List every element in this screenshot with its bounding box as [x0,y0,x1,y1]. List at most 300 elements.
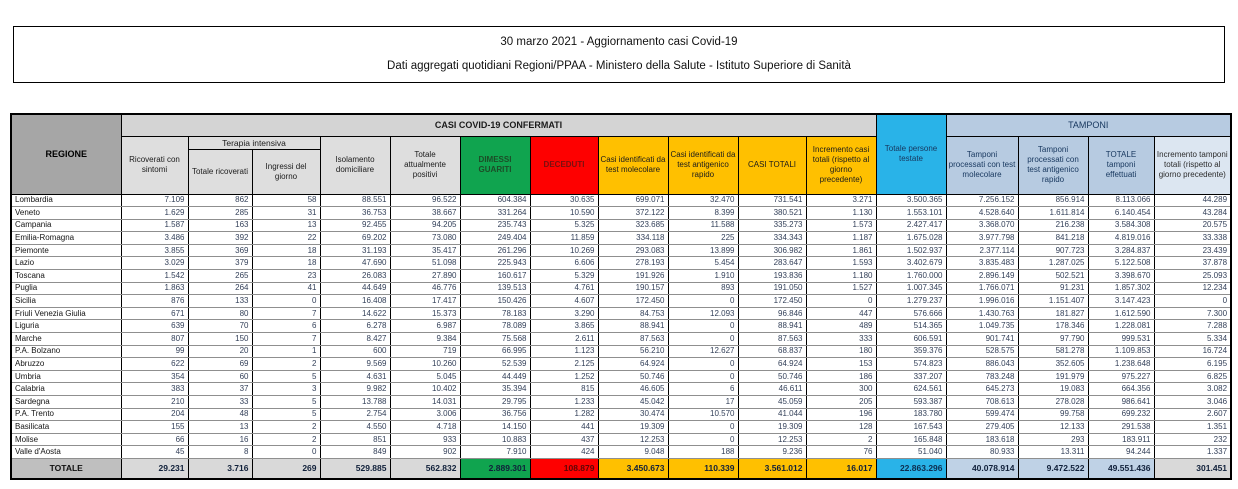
table-row [11,421,1231,434]
value-cell: 1.553.101 [876,207,946,220]
region-name-cell: P.A. Trento [11,408,121,421]
value-cell: 16.724 [1154,345,1231,358]
value-cell: 664.356 [1088,383,1154,396]
table-row [11,408,1231,421]
value-cell: 10.269 [530,244,598,257]
value-cell: 369 [188,244,252,257]
value-cell: 278.028 [1018,396,1088,409]
value-cell: 3.147.423 [1088,295,1154,308]
value-cell: 3.046 [1154,396,1231,409]
value-cell: 15.373 [390,307,460,320]
value-cell: 1.675.028 [876,232,946,245]
value-cell: 50.746 [738,370,806,383]
value-cell: 9.236 [738,446,806,459]
value-cell: 64.924 [738,358,806,371]
value-cell: 94.244 [1088,446,1154,459]
value-cell: 841.218 [1018,232,1088,245]
table-row [11,446,1231,459]
value-cell: 2.427.417 [876,219,946,232]
value-cell: 1.282 [530,408,598,421]
value-cell: 0 [806,295,876,308]
value-cell: 783.248 [946,370,1018,383]
value-cell: 5.325 [530,219,598,232]
value-cell: 6.140.454 [1088,207,1154,220]
value-cell: 502.521 [1018,270,1088,283]
value-cell: 92.455 [320,219,390,232]
value-cell: 0 [668,295,738,308]
totals-value-cell: 22.863.296 [876,458,946,479]
table-row [11,333,1231,346]
totals-value-cell: 3.450.673 [598,458,668,479]
value-cell: 1.573 [806,219,876,232]
value-cell: 323.685 [598,219,668,232]
value-cell: 3.368.070 [946,219,1018,232]
value-cell: 862 [188,194,252,207]
value-cell: 210 [121,396,188,409]
value-cell: 7.300 [1154,307,1231,320]
totals-value-cell: 562.832 [390,458,460,479]
value-cell: 88.551 [320,194,390,207]
value-cell: 14.622 [320,307,390,320]
value-cell: 606.591 [876,333,946,346]
value-cell: 437 [530,433,598,446]
value-cell: 14.150 [460,421,530,434]
value-cell: 0 [668,333,738,346]
value-cell: 12.093 [668,307,738,320]
value-cell: 5 [252,408,320,421]
value-cell: 352.605 [1018,358,1088,371]
value-cell: 44.449 [460,370,530,383]
value-cell: 2 [252,358,320,371]
value-cell: 191.979 [1018,370,1088,383]
value-cell: 3.486 [121,232,188,245]
value-cell: 1.228.081 [1088,320,1154,333]
band-tamponi: TAMPONI [946,114,1231,136]
value-cell: 907.723 [1018,244,1088,257]
value-cell: 876 [121,295,188,308]
table-row [11,345,1231,358]
region-name-cell: Friuli Venezia Giulia [11,307,121,320]
value-cell: 6 [252,320,320,333]
value-cell: 0 [668,433,738,446]
header-deceduti: DECEDUTI [530,136,598,194]
value-cell: 17 [668,396,738,409]
header-isolamento-domiciliare: Isolamento domiciliare [320,136,390,194]
header-totale-ricoverati: Totale ricoverati [188,149,252,194]
value-cell: 19.309 [598,421,668,434]
header-tamponi-molecolare: Tamponi processati con test molecolare [946,136,1018,194]
value-cell: 335.273 [738,219,806,232]
value-cell: 1.238.648 [1088,358,1154,371]
value-cell: 0 [1154,295,1231,308]
value-cell: 731.541 [738,194,806,207]
value-cell: 9.384 [390,333,460,346]
table-row [11,244,1231,257]
table-row [11,194,1231,207]
value-cell: 33.338 [1154,232,1231,245]
value-cell: 99.758 [1018,408,1088,421]
header-ingressi-giorno: Ingressi del giorno [252,149,320,194]
value-cell: 331.264 [460,207,530,220]
region-name-cell: Campania [11,219,121,232]
value-cell: 88.941 [598,320,668,333]
value-cell: 849 [320,446,390,459]
value-cell: 1.542 [121,270,188,283]
value-cell: 671 [121,307,188,320]
report-title-box [13,26,1225,83]
value-cell: 379 [188,257,252,270]
value-cell: 999.531 [1088,333,1154,346]
value-cell: 1.593 [806,257,876,270]
region-name-cell: Valle d'Aosta [11,446,121,459]
region-name-cell: Calabria [11,383,121,396]
value-cell: 708.613 [946,396,1018,409]
value-cell: 0 [252,446,320,459]
value-cell: 489 [806,320,876,333]
value-cell: 180 [806,345,876,358]
table-row [11,383,1231,396]
report-title-line1: 30 marzo 2021 - Aggiornamento casi Covid-19 [500,36,738,48]
value-cell: 41.044 [738,408,806,421]
value-cell: 334.343 [738,232,806,245]
value-cell: 2.125 [530,358,598,371]
value-cell: 293 [1018,433,1088,446]
value-cell: 16 [188,433,252,446]
value-cell: 96.846 [738,307,806,320]
value-cell: 0 [668,370,738,383]
table-row [11,358,1231,371]
value-cell: 235.743 [460,219,530,232]
value-cell: 1.611.814 [1018,207,1088,220]
value-cell: 893 [668,282,738,295]
value-cell: 172.450 [738,295,806,308]
value-cell: 6.195 [1154,358,1231,371]
value-cell: 5.122.508 [1088,257,1154,270]
value-cell: 75.568 [460,333,530,346]
value-cell: 19.309 [738,421,806,434]
value-cell: 23 [252,270,320,283]
value-cell: 1.629 [121,207,188,220]
table-row [11,219,1231,232]
value-cell: 593.387 [876,396,946,409]
value-cell: 22 [252,232,320,245]
value-cell: 183.780 [876,408,946,421]
value-cell: 36.756 [460,408,530,421]
value-cell: 1.180 [806,270,876,283]
value-cell: 285 [188,207,252,220]
value-cell: 9.982 [320,383,390,396]
value-cell: 372.122 [598,207,668,220]
region-name-cell: Lazio [11,257,121,270]
value-cell: 2.754 [320,408,390,421]
value-cell: 3.835.483 [946,257,1018,270]
totals-value-cell: 301.451 [1154,458,1231,479]
value-cell: 11.588 [668,219,738,232]
value-cell: 3.284.837 [1088,244,1154,257]
value-cell: 191.050 [738,282,806,295]
value-cell: 32.470 [668,194,738,207]
value-cell: 3.006 [390,408,460,421]
value-cell: 150.426 [460,295,530,308]
value-cell: 604.384 [460,194,530,207]
value-cell: 265 [188,270,252,283]
value-cell: 10.883 [460,433,530,446]
value-cell: 1.996.016 [946,295,1018,308]
value-cell: 2.896.149 [946,270,1018,283]
value-cell: 12.627 [668,345,738,358]
value-cell: 45.059 [738,396,806,409]
region-name-cell: Puglia [11,282,121,295]
value-cell: 901.741 [946,333,1018,346]
value-cell: 851 [320,433,390,446]
value-cell: 14.031 [390,396,460,409]
value-cell: 5.334 [1154,333,1231,346]
value-cell: 29.795 [460,396,530,409]
table-header [11,114,1231,194]
value-cell: 933 [390,433,460,446]
value-cell: 1.151.407 [1018,295,1088,308]
value-cell: 807 [121,333,188,346]
value-cell: 249.404 [460,232,530,245]
value-cell: 193.836 [738,270,806,283]
header-persone-testate: Totale persone testate [876,114,946,194]
value-cell: 600 [320,345,390,358]
value-cell: 0 [668,358,738,371]
value-cell: 975.227 [1088,370,1154,383]
value-cell: 4.550 [320,421,390,434]
value-cell: 44.289 [1154,194,1231,207]
region-name-cell: Marche [11,333,121,346]
value-cell: 46.605 [598,383,668,396]
value-cell: 37 [188,383,252,396]
value-cell: 1.279.237 [876,295,946,308]
value-cell: 188 [668,446,738,459]
header-totale-positivi: Totale attualmente positivi [390,136,460,194]
value-cell: 0 [252,295,320,308]
value-cell: 514.365 [876,320,946,333]
value-cell: 1.337 [1154,446,1231,459]
covid-data-table [10,113,1232,480]
region-name-cell: Veneto [11,207,121,220]
value-cell: 639 [121,320,188,333]
value-cell: 13.899 [668,244,738,257]
totals-value-cell: 3.561.012 [738,458,806,479]
value-cell: 78.183 [460,307,530,320]
table-row [11,433,1231,446]
value-cell: 78.089 [460,320,530,333]
value-cell: 8.427 [320,333,390,346]
value-cell: 23.439 [1154,244,1231,257]
table-row [11,257,1231,270]
totals-value-cell: 269 [252,458,320,479]
value-cell: 5 [252,370,320,383]
value-cell: 45.042 [598,396,668,409]
value-cell: 0 [668,320,738,333]
table-row [11,207,1231,220]
value-cell: 30.635 [530,194,598,207]
table-body [11,194,1231,479]
value-cell: 52.539 [460,358,530,371]
value-cell: 38.667 [390,207,460,220]
value-cell: 3.855 [121,244,188,257]
value-cell: 354 [121,370,188,383]
value-cell: 225 [668,232,738,245]
value-cell: 1.612.590 [1088,307,1154,320]
value-cell: 91.231 [1018,282,1088,295]
value-cell: 1.109.853 [1088,345,1154,358]
value-cell: 383 [121,383,188,396]
value-cell: 10.402 [390,383,460,396]
value-cell: 76 [806,446,876,459]
value-cell: 1.502.937 [876,244,946,257]
header-totale-tamponi: TOTALE tamponi effettuati [1088,136,1154,194]
value-cell: 8.399 [668,207,738,220]
value-cell: 1.123 [530,345,598,358]
region-name-cell: Sardegna [11,396,121,409]
value-cell: 27.890 [390,270,460,283]
value-cell: 225.943 [460,257,530,270]
value-cell: 88.941 [738,320,806,333]
region-name-cell: Basilicata [11,421,121,434]
value-cell: 191.926 [598,270,668,283]
value-cell: 2.377.114 [946,244,1018,257]
value-cell: 337.207 [876,370,946,383]
value-cell: 45 [121,446,188,459]
value-cell: 359.376 [876,345,946,358]
value-cell: 3.402.679 [876,257,946,270]
value-cell: 87.563 [598,333,668,346]
value-cell: 73.080 [390,232,460,245]
region-name-cell: P.A. Bolzano [11,345,121,358]
value-cell: 1 [252,345,320,358]
value-cell: 1.233 [530,396,598,409]
value-cell: 3.271 [806,194,876,207]
totals-row [11,458,1231,479]
value-cell: 44.649 [320,282,390,295]
value-cell: 3.029 [121,257,188,270]
value-cell: 2.611 [530,333,598,346]
band-casi-confermati: CASI COVID-19 CONFERMATI [121,114,876,136]
value-cell: 441 [530,421,598,434]
value-cell: 69 [188,358,252,371]
value-cell: 4.607 [530,295,598,308]
value-cell: 4.718 [390,421,460,434]
region-name-cell: Molise [11,433,121,446]
value-cell: 35.394 [460,383,530,396]
region-name-cell: Umbria [11,370,121,383]
value-cell: 196 [806,408,876,421]
value-cell: 6 [668,383,738,396]
value-cell: 278.193 [598,257,668,270]
value-cell: 3 [252,383,320,396]
totals-label-cell: TOTALE [11,458,121,479]
value-cell: 94.205 [390,219,460,232]
value-cell: 3.398.670 [1088,270,1154,283]
value-cell: 4.528.640 [946,207,1018,220]
value-cell: 181.827 [1018,307,1088,320]
value-cell: 1.760.000 [876,270,946,283]
value-cell: 574.823 [876,358,946,371]
value-cell: 986.641 [1088,396,1154,409]
table-row [11,270,1231,283]
value-cell: 35.417 [390,244,460,257]
value-cell: 624.561 [876,383,946,396]
value-cell: 10.570 [668,408,738,421]
value-cell: 1.766.071 [946,282,1018,295]
value-cell: 16.408 [320,295,390,308]
value-cell: 6.278 [320,320,390,333]
value-cell: 232 [1154,433,1231,446]
value-cell: 1.351 [1154,421,1231,434]
region-name-cell: Piemonte [11,244,121,257]
value-cell: 167.543 [876,421,946,434]
value-cell: 291.538 [1088,421,1154,434]
value-cell: 6.606 [530,257,598,270]
value-cell: 43.284 [1154,207,1231,220]
table-row [11,320,1231,333]
value-cell: 190.157 [598,282,668,295]
totals-value-cell: 40.078.914 [946,458,1018,479]
value-cell: 13 [252,219,320,232]
value-cell: 12.253 [598,433,668,446]
value-cell: 68.837 [738,345,806,358]
value-cell: 9.569 [320,358,390,371]
value-cell: 13 [188,421,252,434]
value-cell: 80 [188,307,252,320]
value-cell: 97.790 [1018,333,1088,346]
header-casi-totali: CASI TOTALI [738,136,806,194]
value-cell: 3.865 [530,320,598,333]
value-cell: 7.109 [121,194,188,207]
value-cell: 17.417 [390,295,460,308]
value-cell: 8.113.066 [1088,194,1154,207]
region-name-cell: Sicilia [11,295,121,308]
value-cell: 1.007.345 [876,282,946,295]
value-cell: 165.848 [876,433,946,446]
value-cell: 11.859 [530,232,598,245]
value-cell: 163 [188,219,252,232]
value-cell: 160.617 [460,270,530,283]
value-cell: 1.863 [121,282,188,295]
value-cell: 10.260 [390,358,460,371]
value-cell: 622 [121,358,188,371]
value-cell: 902 [390,446,460,459]
value-cell: 133 [188,295,252,308]
value-cell: 183.618 [946,433,1018,446]
value-cell: 1.187 [806,232,876,245]
value-cell: 581.278 [1018,345,1088,358]
value-cell: 576.666 [876,307,946,320]
value-cell: 66.995 [460,345,530,358]
value-cell: 205 [806,396,876,409]
value-cell: 12.133 [1018,421,1088,434]
totals-value-cell: 16.017 [806,458,876,479]
value-cell: 96.522 [390,194,460,207]
value-cell: 699.071 [598,194,668,207]
value-cell: 300 [806,383,876,396]
value-cell: 3.500.365 [876,194,946,207]
value-cell: 1.861 [806,244,876,257]
value-cell: 1.587 [121,219,188,232]
value-cell: 334.118 [598,232,668,245]
value-cell: 7 [252,307,320,320]
value-cell: 31.193 [320,244,390,257]
value-cell: 9.048 [598,446,668,459]
value-cell: 99 [121,345,188,358]
value-cell: 5.454 [668,257,738,270]
value-cell: 3.977.798 [946,232,1018,245]
value-cell: 56.210 [598,345,668,358]
